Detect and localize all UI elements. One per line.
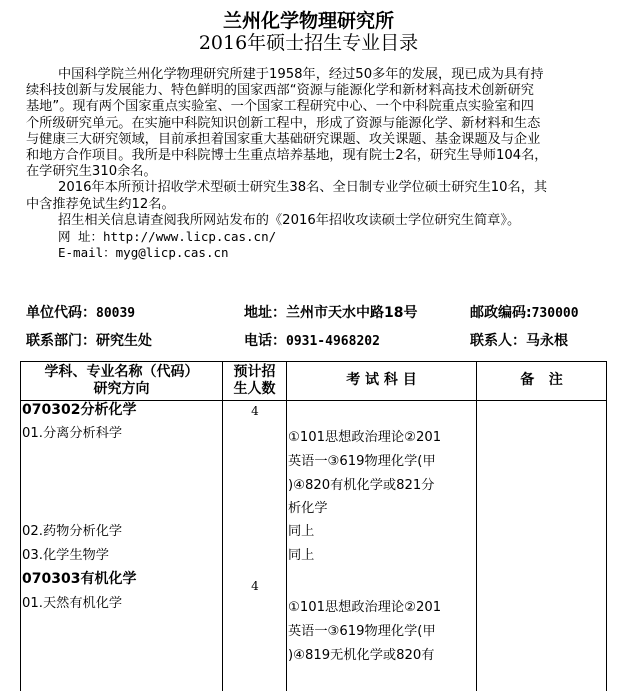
email-line: E-mail：myg@licp.cas.cn [58, 245, 229, 261]
phone-value: 0931-4968202 [286, 334, 380, 349]
quota-value: 4 [251, 404, 259, 418]
intro-line: 与健康三大研究领域，目前承担着国家重大基础研究课题、攻关课题、基金课题及与企业 [26, 131, 541, 147]
dept-value: 研究生处 [96, 333, 152, 349]
header-quota-line1: 预计招 [233, 364, 276, 380]
phone [244, 330, 380, 350]
intro-line: 和地方合作项目。我所是中科院博士生重点培养基地，现有院士2名，研究生导师104名， [26, 147, 548, 163]
quota-value: 4 [251, 579, 259, 593]
exam-subjects-line: )④820有机化学或821分 [288, 478, 435, 493]
contact-dept [26, 330, 152, 350]
table-border-top [20, 361, 607, 362]
catalog-table [20, 361, 607, 691]
website-line: 网 址：http://www.licp.cas.cn/ [58, 228, 277, 244]
direction-item: 02.药物分析化学 [22, 524, 123, 539]
document-title [0, 10, 617, 54]
direction-item: 01.分离分析科学 [22, 426, 123, 441]
intro-line: 2016年本所预计招收学术型硕士研究生38名、全日制专业学位硕士研究生10名，其 [58, 180, 548, 196]
catalog-title: 2016年硕士招生专业目录 [198, 32, 419, 54]
header-major-line1: 学科、专业名称（代码） [44, 364, 199, 380]
unit-code [26, 302, 135, 322]
major-title: 070303有机化学 [22, 571, 137, 587]
direction-item: 01.天然有机化学 [22, 596, 123, 611]
header-quota-line2: 生人数 [233, 381, 276, 397]
header-major-line2: 研究方向 [93, 381, 150, 397]
contact-person [470, 330, 568, 350]
dept-label: 联系部门： [26, 333, 96, 349]
exam-subjects-line: ①101思想政治理论②201 [288, 600, 442, 615]
contact-value: 马永根 [526, 333, 568, 349]
intro-line: 中国科学院兰州化学物理研究所建于1958年，经过50多年的发展，现已成为具有持 [58, 67, 544, 82]
institute-name: 兰州化学物理研究所 [222, 10, 394, 32]
address [244, 302, 417, 322]
table-border-right [606, 361, 607, 691]
postcode-value: 730000 [531, 306, 579, 321]
contact-label: 联系人： [470, 333, 526, 349]
exam-subjects-line: 析化学 [288, 501, 328, 516]
phone-label: 电话： [244, 333, 286, 349]
exam-subjects-line: 英语一③619物理化学(甲 [288, 624, 436, 639]
intro-line: 基地”。现有两个国家重点实验室、一个国家工程研究中心、一个中科院重点实验室和四 [26, 99, 534, 115]
unit-code-value: 80039 [96, 306, 136, 321]
postcode-label: 邮政编码: [470, 305, 532, 321]
intro-text [26, 67, 606, 261]
intro-line: 续科技创新与发展能力、特色鲜明的国家西部“资源与能源化学和新材料高技术创新研究 [26, 83, 534, 99]
intro-line: 个所级研究单元。在实施中科院知识创新工程中，形成了资源与能源化学、新材料和生态 [26, 115, 541, 131]
header-exam: 考 试 科 目 [346, 372, 417, 388]
intro-line: 在学研究生310余名。 [26, 164, 157, 180]
postcode [470, 302, 579, 322]
address-label: 地址： [244, 305, 286, 321]
header-major [21, 364, 222, 398]
intro-line: 招生相关信息请查阅我所网站发布的《2016年招收攻读硕士学位研究生简章》。 [58, 212, 521, 228]
header-divider [20, 400, 607, 401]
table-border-left [20, 361, 21, 691]
major-title: 070302分析化学 [22, 402, 137, 418]
col-divider [476, 361, 477, 691]
unit-code-label: 单位代码： [26, 305, 96, 321]
direction-item: 03.化学生物学 [22, 548, 109, 563]
exam-subjects-line: )④819无机化学或820有 [288, 648, 435, 663]
header-notes: 备 注 [520, 372, 563, 388]
exam-subjects-line: 同上 [288, 524, 315, 539]
exam-subjects-line: ①101思想政治理论②201 [288, 430, 442, 445]
address-value: 兰州市天水中路18号 [286, 305, 418, 321]
header-quota [223, 364, 286, 398]
exam-subjects-line: 同上 [288, 548, 315, 563]
exam-subjects-line: 英语一③619物理化学(甲 [288, 454, 436, 469]
intro-line: 中含推荐免试生约12名。 [26, 196, 175, 212]
